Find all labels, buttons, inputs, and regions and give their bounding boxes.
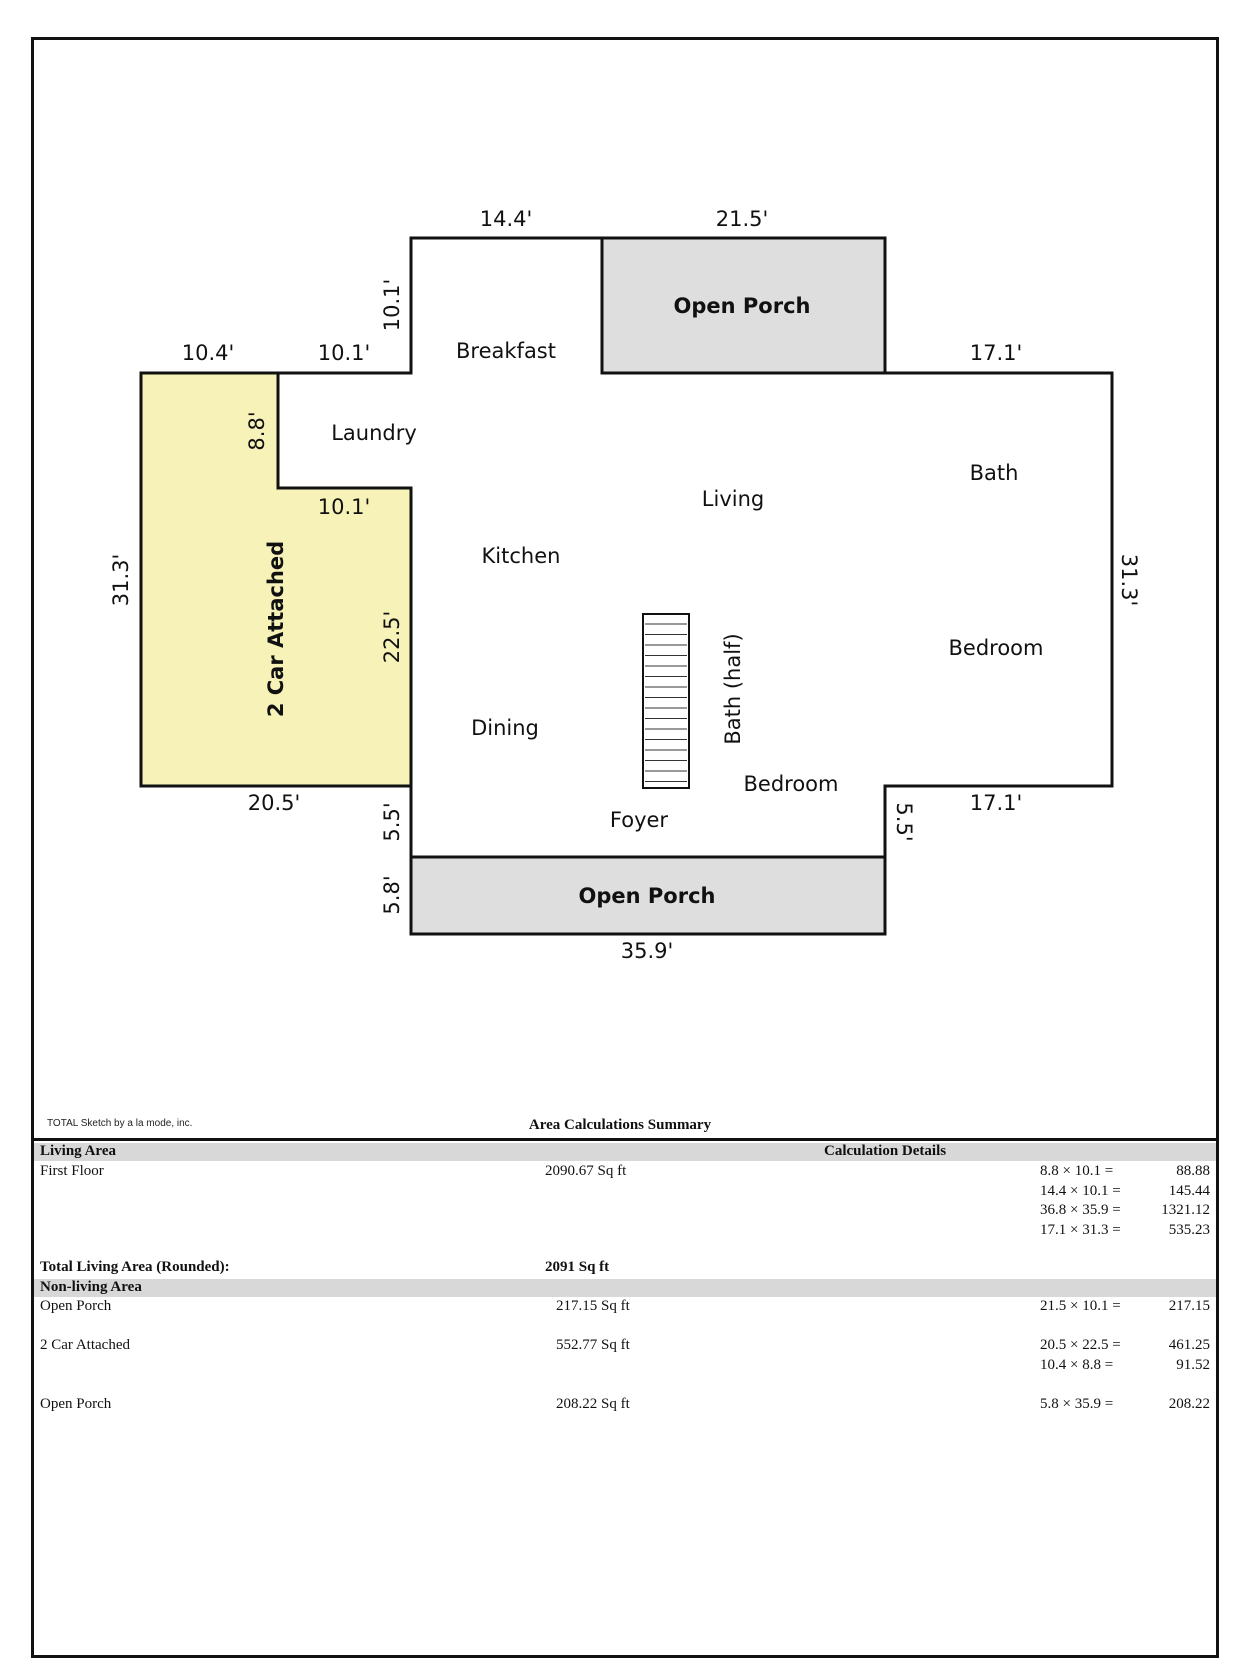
nonliving-area: 217.15 Sq ft [556,1298,630,1314]
room-label-laundry: Laundry [331,421,417,445]
room-label-foyer: Foyer [609,808,669,832]
dim-garage-inner: 22.5' [380,610,404,664]
dim-left-side: 31.3' [109,553,133,607]
living-area-header: Living Area [40,1143,116,1159]
summary-divider [31,1138,1219,1141]
dim-foyer-right: 5.5' [892,802,916,842]
dim-garage-top: 10.4' [181,341,235,365]
nonliving-header: Non-living Area [40,1279,142,1295]
dim-top-porch: 21.5' [715,207,769,231]
nonliving-name: Open Porch [40,1396,112,1412]
calc-result: 88.88 [1176,1163,1210,1179]
calc-result: 1321.12 [1161,1202,1210,1218]
calc-details-header: Calculation Details [824,1143,947,1159]
calc-expression: 21.5 × 10.1 = [1040,1298,1121,1314]
calc-result: 217.15 [1168,1298,1210,1314]
total-living-label: Total Living Area (Rounded): [40,1259,230,1275]
calc-result: 461.25 [1168,1337,1210,1353]
calc-expression: 36.8 × 35.9 = [1040,1202,1121,1218]
room-label-bedroom-right: Bedroom [948,636,1044,660]
calc-result: 535.23 [1168,1221,1210,1238]
living-area-header-band [34,1143,1216,1161]
software-credit: TOTAL Sketch by a la mode, inc. [47,1118,193,1129]
total-living-value: 2091 Sq ft [545,1259,610,1275]
dim-laundry-side: 8.8' [245,411,269,451]
room-label-bath-half: Bath (half) [721,633,745,745]
room-label-bedroom-center: Bedroom [743,772,839,796]
nonliving-header-band [34,1279,1216,1297]
dim-garage-bottom: 20.5' [247,791,301,815]
calc-result: 208.22 [1168,1396,1210,1412]
summary-title: Area Calculations Summary [528,1117,712,1133]
dim-porch-side: 5.8' [380,875,404,915]
dim-top-breakfast: 14.4' [479,207,533,231]
calc-expression: 10.4 × 8.8 = [1040,1356,1114,1373]
nonliving-area: 552.77 Sq ft [556,1337,630,1353]
calc-expression: 17.1 × 31.3 = [1040,1221,1121,1238]
room-label-living: Living [701,487,765,511]
dim-breakfast-side: 10.1' [380,278,404,332]
dim-laundry-top: 10.1' [317,341,371,365]
nonliving-area: 208.22 Sq ft [556,1396,630,1412]
dim-right-side: 31.3' [1117,553,1141,607]
stairs-icon [643,614,689,788]
room-label-breakfast: Breakfast [456,339,556,363]
nonliving-name: Open Porch [40,1298,112,1314]
dim-foyer-left: 5.5' [380,802,404,842]
nonliving-name: 2 Car Attached [40,1337,130,1353]
calc-expression: 20.5 × 22.5 = [1040,1337,1121,1353]
first-floor-area: 2090.67 Sq ft [545,1163,627,1179]
room-label-porch-top: Open Porch [673,294,811,318]
calc-expression: 8.8 × 10.1 = [1040,1163,1114,1179]
calc-result: 145.44 [1168,1182,1210,1199]
room-label-porch-bottom: Open Porch [578,884,716,908]
room-label-kitchen: Kitchen [481,544,561,568]
dim-right-top: 17.1' [969,341,1023,365]
room-label-dining: Dining [471,716,539,740]
calc-expression: 5.8 × 35.9 = [1040,1396,1114,1412]
room-label-garage: 2 Car Attached [264,540,288,718]
room-label-bath: Bath [969,461,1019,485]
dim-right-bottom: 17.1' [969,791,1023,815]
dim-laundry-bottom: 10.1' [317,495,371,519]
first-floor-name: First Floor [40,1163,104,1179]
calc-result: 91.52 [1176,1356,1210,1373]
calc-expression: 14.4 × 10.1 = [1040,1182,1121,1199]
dim-porch-bottom: 35.9' [620,939,674,963]
